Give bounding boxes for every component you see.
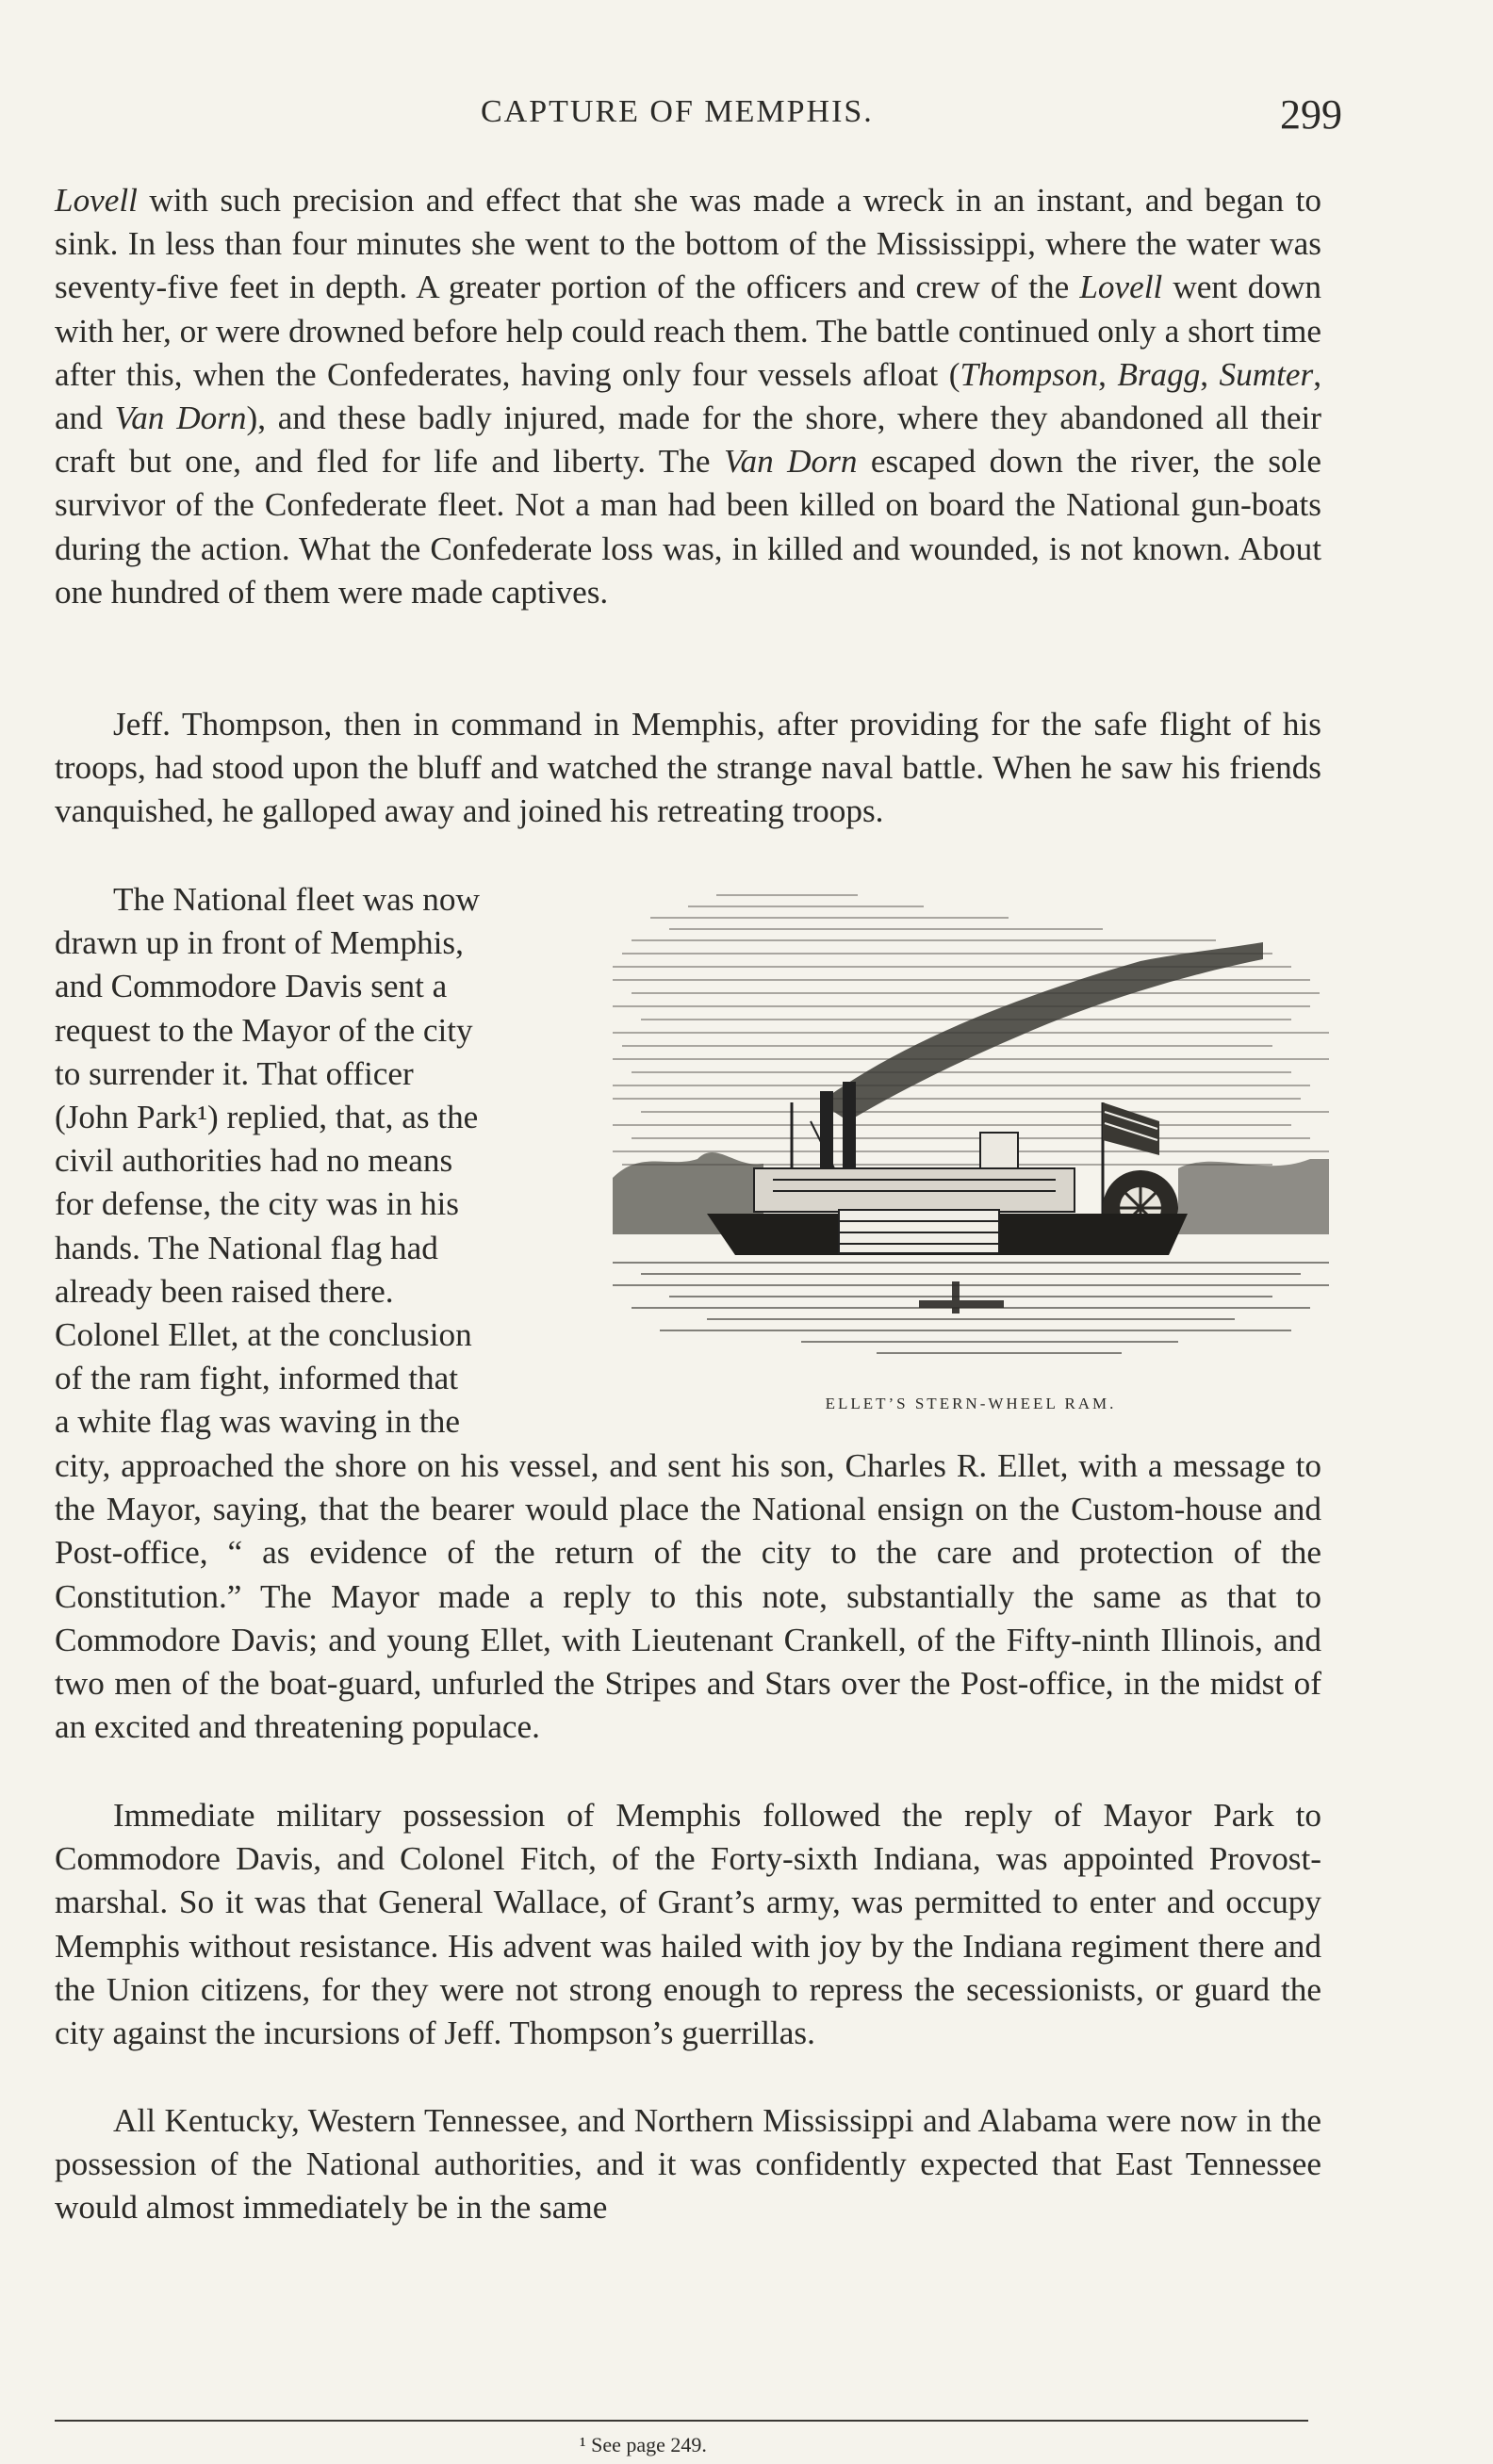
text-line: to surrender it. That officer — [55, 1054, 414, 1092]
paragraph-text: with such precision and effect that she was made a wreck in an instant, and began to sink. In less than four minutes she went to the bottom of the Mississippi, where the water was seventy-five feet in depth. A greater portion of the officers and crew of the — [55, 182, 1321, 306]
ship-name: Bragg — [1117, 355, 1201, 393]
text-line: (John Park¹) replied, that, as the — [55, 1099, 479, 1136]
text-line: Colonel Ellet, at the conclusion — [55, 1316, 472, 1354]
text-line: The National fleet was now — [113, 881, 480, 918]
paragraph-text: escaped down the river, the sole survivor of the Confederate fleet. Not a man had been killed on board the National gun-boats during the action. What the Confederate loss was, in killed and wounded, is not known. About one hundred of them were made captives. — [55, 443, 1321, 611]
engraving-figure — [613, 886, 1329, 1413]
paragraph-1: Lovell with such precision and effect that she was made a wreck in an instant, and began to sink. In less than four minutes she went to the bottom of the Mississippi, where the water was seventy-five feet in depth. A greater portion of the officers and crew of the Lovell went down with her, or were drowned before help could reach them. The battle continued only a short time after this, when the Confederates, having only four vessels afloat (Thompson, Bragg, Sumter, and Van Dorn), and these badly injured, made for the shore, where they abandoned all their craft but one, and fled for life and liberty. The Van Dorn escaped down the river, the sole survivor of the Confederate fleet. Not a man had been killed on board the National gun-boats during the action. What the Confederate loss was, in killed and wounded, is not known. About one hundred of them were made captives. — [55, 182, 1322, 611]
paragraph-5: All Kentucky, Western Tennessee, and Northern Mississippi and Alabama were now in the possession of the National authorities, and it was confidently expected that East Tennessee would almost immediately be in the same — [55, 2102, 1321, 2227]
ship-name: Lovell — [55, 182, 138, 219]
text-line: drawn up in front of Memphis, — [55, 924, 464, 962]
text-line: civil authorities had no means — [55, 1142, 453, 1180]
text-line: for defense, the city was in his — [55, 1185, 459, 1223]
text-line: a white flag was waving in the — [55, 1403, 460, 1441]
paragraph-3-wrapped — [55, 878, 596, 1444]
ship-name: Van Dorn — [723, 443, 858, 481]
ship-name: Sumter — [1219, 355, 1314, 393]
paragraph-2: Jeff. Thompson, then in command in Memphis, after providing for the safe flight of his troops, had stood upon the bluff and watched the strange naval battle. When he saw his friends vanquished, he galloped away and joined his retreating troops. — [55, 706, 1321, 830]
text-line: hands. The National flag had — [55, 1229, 438, 1266]
footnote-divider — [55, 2420, 1308, 2422]
ship-name: Van Dorn — [114, 400, 247, 437]
text-line: of the ram fight, informed that — [55, 1360, 458, 1397]
ship-name: Lovell — [1079, 269, 1163, 306]
paragraph-4: Immediate military possession of Memphis followed the reply of Mayor Park to Commodore Davis, and Colonel Fitch, of the Forty-sixth Indiana, was appointed Provost-marshal. So it was that General Wallace, of Grant’s army, was permitted to enter and occupy Memphis without resistance. His advent was hailed with joy by the Indiana regiment there and the Union citizens, for they were not strong enough to repress the secessionists, or guard the city against the incursions of Jeff. Thompson’s guerrillas. — [55, 1797, 1321, 2052]
paragraph-text: , and — [55, 355, 1322, 437]
page-header — [0, 90, 1493, 143]
ship-name: Thompson — [960, 355, 1099, 393]
paragraph-text: ), and these badly injured, made for the shore, where they abandoned all their craft but one, and fled for life and liberty. The — [55, 400, 1321, 481]
paragraph-text: went down with her, or were drowned before help could reach them. The battle continued only a short time after this, when the Confederates, having only four vessels afloat ( — [55, 269, 1322, 393]
paragraph-3-continued: city, approached the shore on his vessel, and sent his son, Charles R. Ellet, with a message to the Mayor, saying, that the bearer would place the National ensign on the Custom-house and Post-office, “ as evidence of the return of the city to the care and protection of the Constitution.” The Mayor made a reply to this note, substantially the same as that to Commodore Davis; and young Ellet, with Lieutenant Crankell, of the Fifty-ninth Illinois, and two men of the boat-guard, unfurled the Stripes and Stars over the Post-office, in the midst of an excited and threatening populace. — [55, 1447, 1321, 1746]
stern-wheel-ram-illustration — [613, 886, 1329, 1376]
page-number: 299 — [1280, 91, 1342, 138]
text-line: request to the Mayor of the city — [55, 1011, 473, 1049]
running-title: CAPTURE OF MEMPHIS. — [481, 94, 874, 129]
footnote: ¹ See page 249. — [580, 2433, 707, 2456]
text-line: already been raised there. — [55, 1272, 394, 1310]
text-line: and Commodore Davis sent a — [55, 968, 448, 1005]
figure-caption: ELLET’S STERN-WHEEL RAM. — [825, 1395, 1117, 1412]
